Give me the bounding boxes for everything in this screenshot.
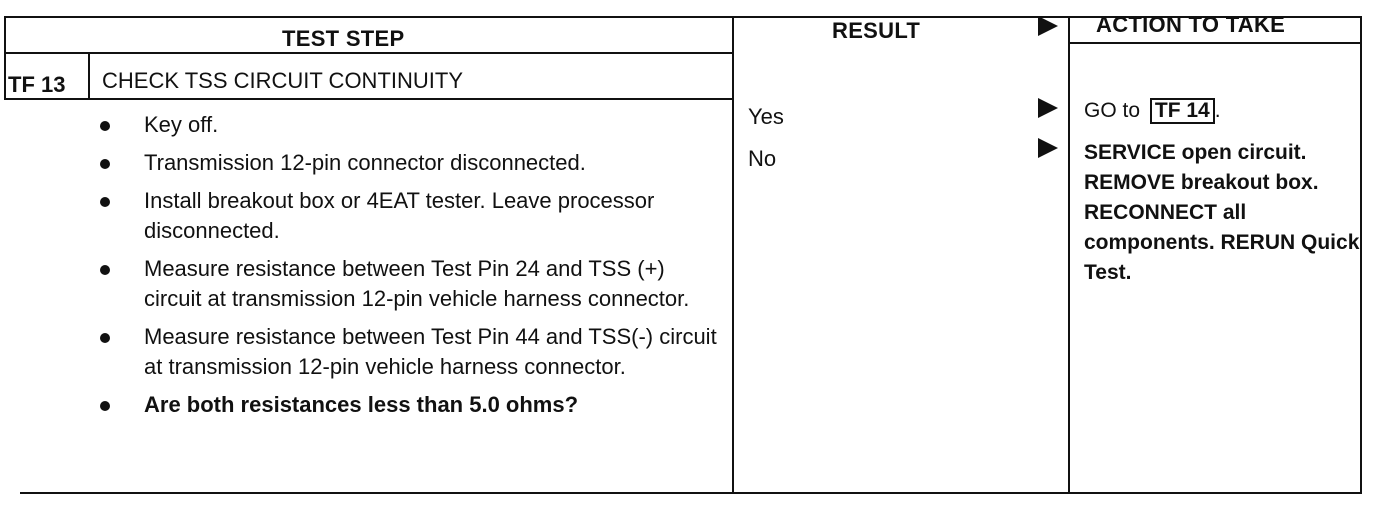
bullet-text: Install breakout box or 4EAT tester. Leave processor disconnected. [144,188,655,243]
bullet-icon [100,401,110,411]
bullet-text: Transmission 12-pin connector disconnected. [144,150,586,175]
list-item [96,186,726,246]
bullet-text: Measure resistance between Test Pin 24 and TSS (+) circuit at transmission 12-pin vehicle harness connector. [144,256,690,311]
step-procedure-list [96,110,726,420]
action-yes [1084,96,1364,126]
action-yes-suffix: . [1214,99,1221,122]
list-item [96,254,726,314]
action-column-border [1068,16,1070,494]
list-item [96,322,726,382]
result-column-border [732,16,734,494]
header-action: ACTION TO TAKE [1096,12,1286,37]
header-divider-right [1068,42,1362,44]
table-left-border [4,16,6,100]
bullet-question: Are both resistances less than 5.0 ohms? [144,392,579,417]
result-yes-arrow-icon [1038,98,1058,118]
result-no: No [748,146,777,171]
result-yes: Yes [748,104,784,129]
bullet-text: Key off. [144,112,219,137]
result-no-arrow-icon [1038,138,1058,158]
step-reference-tf14[interactable]: TF 14 [1150,98,1215,124]
bullet-text: Measure resistance between Test Pin 44 and TSS(-) circuit at transmission 12-pin vehicle harness connector. [144,324,717,379]
bullet-icon [100,197,110,207]
action-no: SERVICE open circuit. REMOVE breakout box. RECONNECT all components. RERUN Quick Test. [1084,141,1360,284]
action-yes-prefix: GO to [1084,99,1141,122]
bullet-icon [100,159,110,169]
header-arrow-icon [1038,16,1058,36]
step-title: CHECK TSS CIRCUIT CONTINUITY [102,68,463,93]
bullet-icon [100,265,110,275]
bullet-icon [100,121,110,131]
list-item [96,390,726,420]
header-result: RESULT [832,18,921,43]
header-test-step: TEST STEP [282,26,405,51]
table-bottom-border [20,492,1362,494]
step-id: TF 13 [8,72,66,97]
bullet-icon [100,333,110,343]
step-title-divider [4,98,732,100]
step-id-divider [88,54,90,100]
list-item [96,110,726,140]
header-divider [4,52,732,54]
list-item [96,148,726,178]
